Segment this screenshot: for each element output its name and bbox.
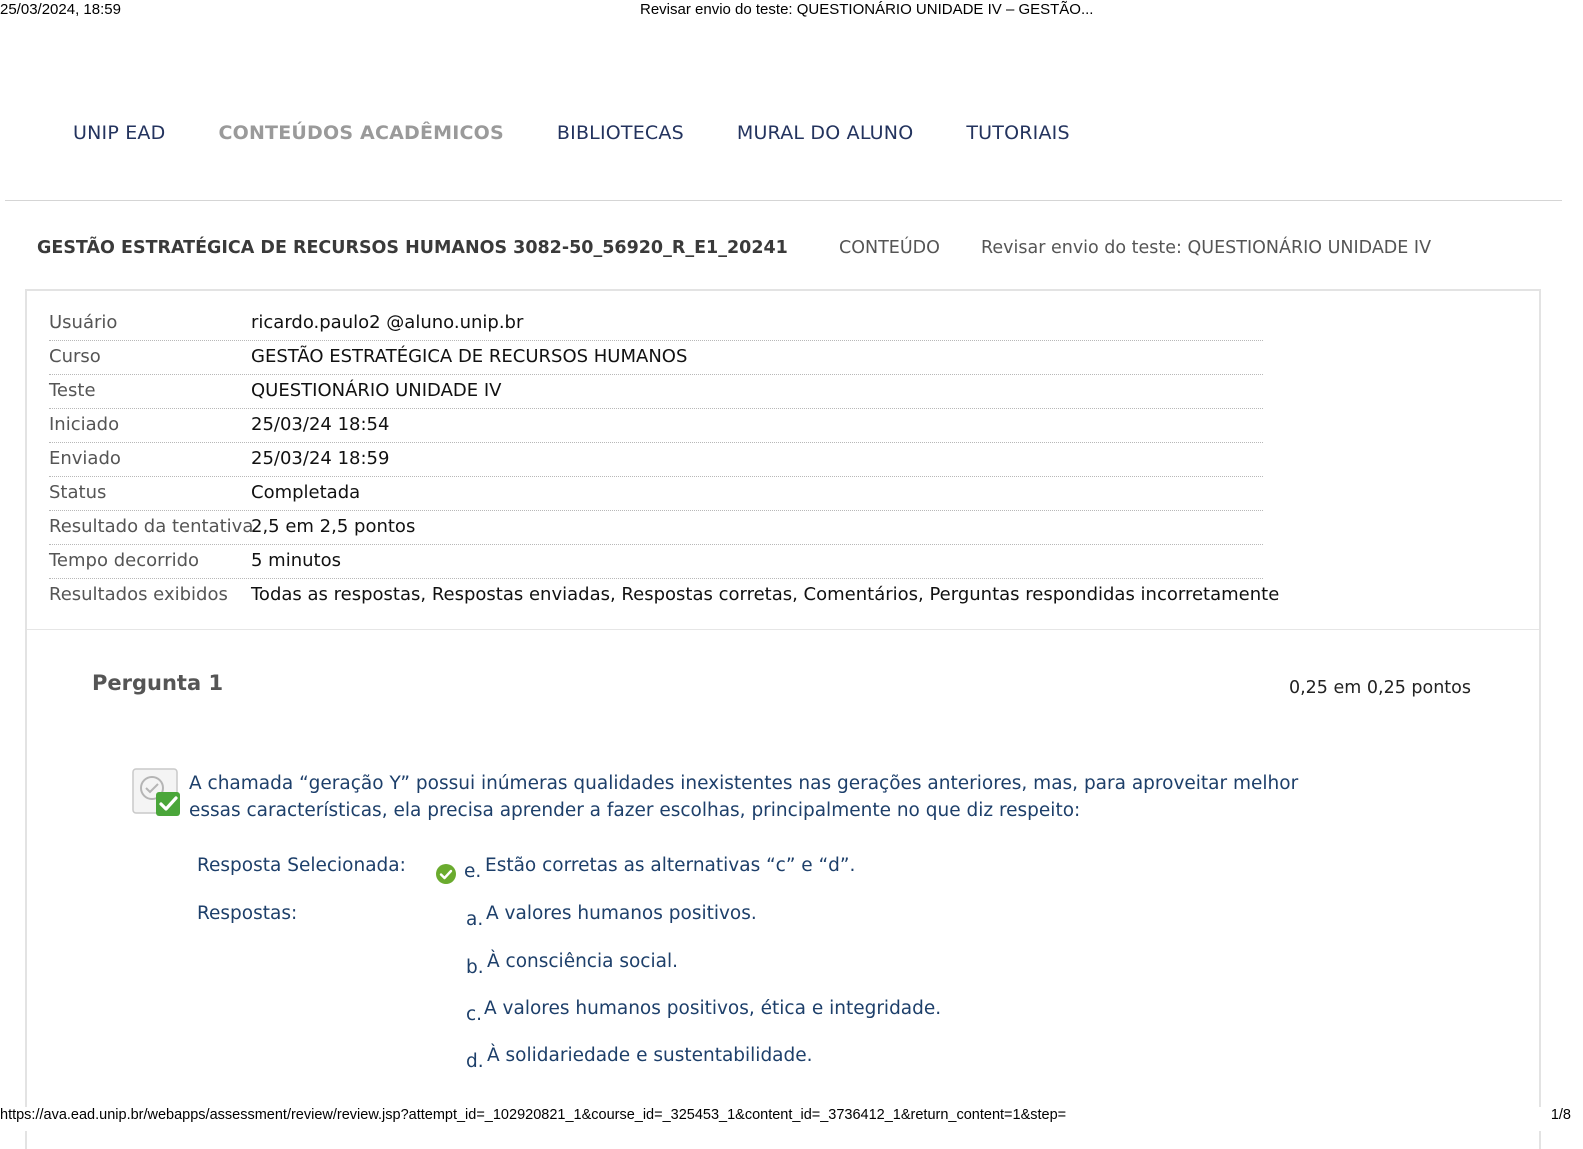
breadcrumb-content[interactable]: CONTEÚDO bbox=[839, 238, 940, 258]
option-letter: a. bbox=[466, 909, 484, 930]
breadcrumb-current-page: Revisar envio do teste: QUESTIONÁRIO UNIDADE IV bbox=[981, 238, 1432, 258]
info-label: Curso bbox=[49, 346, 101, 367]
info-label: Teste bbox=[49, 380, 96, 401]
info-row-status bbox=[49, 477, 1263, 511]
question-score: 0,25 em 0,25 pontos bbox=[1288, 678, 1471, 698]
info-row-iniciado bbox=[49, 409, 1263, 443]
info-value: ricardo.paulo2 @aluno.unip.br bbox=[251, 312, 524, 333]
info-label: Usuário bbox=[49, 312, 118, 333]
selected-answer-letter: e. bbox=[464, 861, 482, 882]
info-value: 2,5 em 2,5 pontos bbox=[251, 516, 416, 537]
info-value: 25/03/24 18:54 bbox=[251, 414, 390, 435]
info-label: Tempo decorrido bbox=[49, 550, 200, 571]
option-text: À consciência social. bbox=[487, 951, 678, 972]
option-letter: b. bbox=[466, 957, 484, 978]
nav-mural-do-aluno[interactable]: MURAL DO ALUNO bbox=[736, 122, 914, 144]
info-value: GESTÃO ESTRATÉGICA DE RECURSOS HUMANOS bbox=[251, 346, 688, 367]
top-navigation bbox=[73, 122, 1123, 144]
selected-answer-text: Estão corretas as alternativas “c” e “d”. bbox=[485, 855, 856, 876]
selected-answer-label: Resposta Selecionada: bbox=[197, 855, 406, 876]
info-label: Enviado bbox=[49, 448, 121, 469]
nav-bibliotecas[interactable]: BIBLIOTECAS bbox=[556, 122, 684, 144]
print-footer bbox=[0, 1107, 1583, 1131]
info-value: 5 minutos bbox=[251, 550, 341, 571]
info-row-usuario bbox=[49, 307, 1263, 341]
nav-tutoriais[interactable]: TUTORIAIS bbox=[966, 122, 1070, 144]
option-text: A valores humanos positivos. bbox=[486, 903, 757, 924]
info-label: Status bbox=[49, 482, 107, 503]
section-divider bbox=[27, 629, 1539, 630]
attempt-info-table bbox=[49, 307, 1280, 613]
print-date: 25/03/2024, 18:59 bbox=[0, 1, 121, 18]
info-value: Completada bbox=[251, 482, 361, 503]
option-text: A valores humanos positivos, ética e integridade. bbox=[484, 998, 942, 1019]
info-label: Resultado da tentativa bbox=[49, 516, 254, 537]
info-row-curso bbox=[49, 341, 1263, 375]
info-row-enviado bbox=[49, 443, 1263, 477]
print-url: https://ava.ead.unip.br/webapps/assessment/review/review.jsp?attempt_id=_102920821_1&course_id=_325453_1&content_id=_3736412_1&return_content=1&step= bbox=[0, 1107, 1067, 1123]
question-title: Pergunta 1 bbox=[92, 671, 224, 695]
nav-divider bbox=[5, 200, 1562, 201]
info-value: 25/03/24 18:59 bbox=[251, 448, 390, 469]
info-label: Iniciado bbox=[49, 414, 120, 435]
question-correct-icon bbox=[132, 768, 182, 818]
nav-conteudos-academicos[interactable]: CONTEÚDOS ACADÊMICOS bbox=[218, 122, 504, 144]
info-row-resultado bbox=[49, 511, 1263, 545]
info-label: Resultados exibidos bbox=[49, 584, 228, 605]
check-circle-icon bbox=[435, 863, 457, 885]
info-value: QUESTIONÁRIO UNIDADE IV bbox=[251, 380, 502, 401]
info-row-resultados-exibidos bbox=[49, 579, 1280, 613]
review-panel bbox=[25, 289, 1541, 1149]
print-document-title: Revisar envio do teste: QUESTIONÁRIO UNIDADE IV – GESTÃO... bbox=[640, 1, 1094, 18]
breadcrumb-course[interactable]: GESTÃO ESTRATÉGICA DE RECURSOS HUMANOS 3082-50_56920_R_E1_20241 bbox=[37, 238, 788, 258]
info-value: Todas as respostas, Respostas enviadas, Respostas corretas, Comentários, Perguntas respondidas incorretamente bbox=[251, 584, 1280, 605]
print-header bbox=[0, 0, 1583, 24]
question-text: A chamada “geração Y” possui inúmeras qualidades inexistentes nas gerações anteriores, mas, para aproveitar melhor essas características, ela precisa aprender a fazer escolhas, principalmente no que diz respeito: bbox=[189, 773, 1299, 821]
option-letter: c. bbox=[466, 1004, 483, 1025]
option-letter: d. bbox=[466, 1051, 484, 1072]
print-page-number: 1/8 bbox=[1550, 1107, 1571, 1123]
nav-unip-ead[interactable]: UNIP EAD bbox=[73, 122, 166, 144]
info-row-teste bbox=[49, 375, 1263, 409]
answers-label: Respostas: bbox=[197, 903, 298, 924]
info-row-tempo bbox=[49, 545, 1263, 579]
option-text: À solidariedade e sustentabilidade. bbox=[487, 1045, 813, 1066]
